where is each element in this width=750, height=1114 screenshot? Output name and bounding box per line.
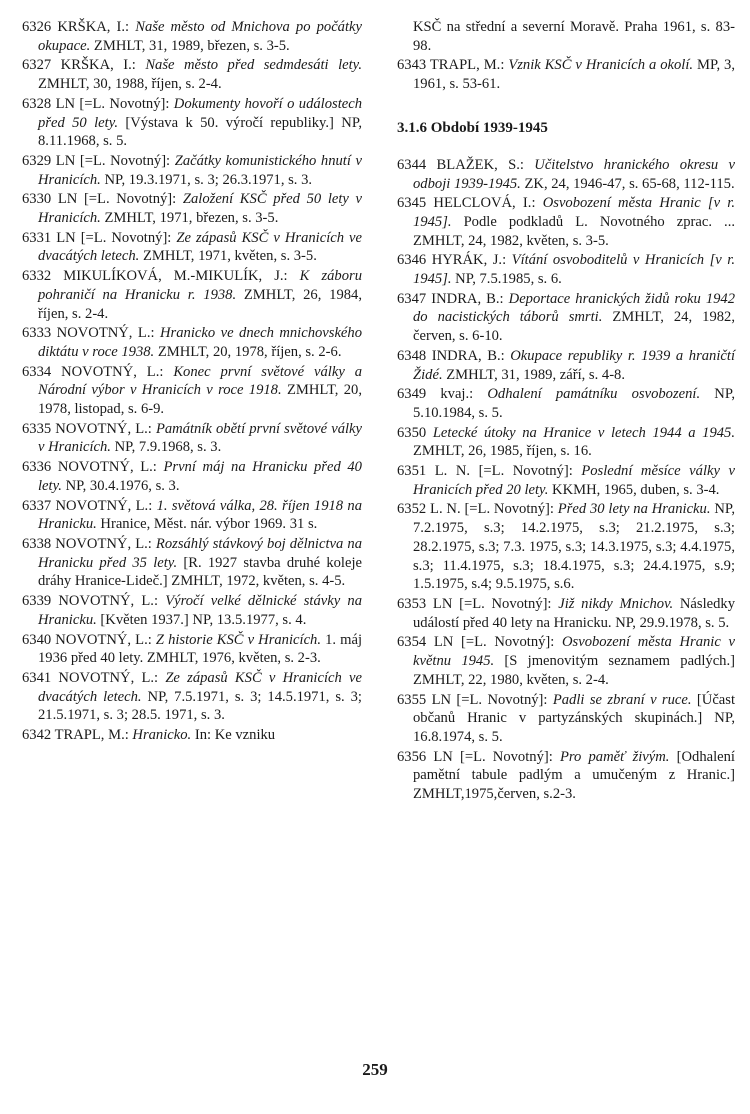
- entry-number: 6354: [397, 634, 427, 651]
- entry-source: ZMHLT, 1971, březen, s. 3-5.: [100, 210, 279, 227]
- entry-author: LN [=L. Novotný]:: [431, 691, 553, 708]
- bibliography-entry: [397, 56, 735, 93]
- entry-number: 6352: [397, 501, 427, 518]
- entry-title: Poslední měsíce války v Hranicích před 20 lety.: [413, 463, 735, 498]
- entry-source: ZMHLT, 24, 1982, červen, s. 6-10.: [413, 309, 735, 345]
- entry-author: KRŠKA, I.:: [57, 19, 136, 35]
- bibliography-entry: [22, 420, 362, 457]
- entry-title: Odhalení památníku osvobození.: [487, 386, 701, 403]
- bibliography-entry: [397, 385, 735, 422]
- entry-title: 1. světová válka, 28. říjen 1918 na Hranicku.: [38, 497, 362, 533]
- bibliography-entry: [397, 462, 735, 499]
- entry-source: ZMHLT, 31, 1989, září, s. 4-8.: [442, 366, 625, 383]
- bibliography-entry: [22, 497, 362, 534]
- entry-title: Učitelstvo hranického okresu v odboji 1939-1945.: [413, 156, 735, 192]
- bibliography-entry: [22, 190, 362, 227]
- continuation-text: KSČ na střední a severní Moravě. Praha 1961, s. 83-98.: [413, 19, 735, 54]
- entry-source: MP, 3, 1961, s. 53-61.: [413, 57, 735, 93]
- bibliography-entry: [397, 691, 735, 747]
- left-column: [22, 18, 362, 746]
- entry-author: LN [=L. Novotný]:: [57, 191, 183, 208]
- bibliography-entry: [22, 18, 362, 55]
- entry-source: ZMHLT, 26, 1984, říjen, s. 2-4.: [38, 286, 362, 322]
- entry-title: Ze zápasů KSČ v Hranicích ve dvacátých letech.: [38, 229, 363, 265]
- entry-title: Z historie KSČ v Hranicích.: [155, 631, 321, 648]
- entry-source: [Výstava k 50. výročí republiky.] NP, 8.11.1968, s. 5.: [38, 114, 362, 150]
- entry-source: KKMH, 1965, duben, s. 3-4.: [548, 481, 720, 498]
- entry-number: 6328: [22, 95, 52, 112]
- entry-source: NP, 7.5.1971, s. 3; 14.5.1971, s. 3; 21.5.1971, s. 3; 28.5. 1971, s. 3.: [38, 688, 362, 724]
- entry-source: ZK, 24, 1946-47, s. 65-68, 112-115.: [520, 175, 735, 192]
- entry-source: [S jmenovitým seznamem padlých.] ZMHLT, 22, 1980, květen, s. 2-4.: [413, 653, 735, 688]
- entry-number: 6351: [397, 463, 427, 480]
- bibliography-entry: [22, 631, 362, 668]
- entry-author: NOVOTNÝ, L.:: [55, 535, 156, 552]
- entry-author: BLAŽEK, S.:: [436, 156, 535, 173]
- entry-author: NOVOTNÝ, L.:: [56, 325, 161, 342]
- entry-number: 6331: [22, 229, 52, 246]
- entry-source: Hranice, Měst. nár. výbor 1969. 31 s.: [96, 516, 318, 533]
- entry-number: 6340: [22, 631, 52, 648]
- entry-number: 6343: [397, 57, 427, 74]
- entry-number: 6344: [397, 156, 427, 173]
- entry-source: NP, 7.2.1975, s.3; 14.2.1975, s.3; 21.2.1975, s.3; 28.2.1975, s.3; 7.3. 1975, s.3; 14.3.1975, s.3; 4.4.1975, s.3; 11.4.1975, s.3; 18.4.1975, s.3; 24.4.1975, s.9; 1.5.1975, s.4; 9.5.1975, s.6.: [413, 501, 736, 593]
- entry-number: 6334: [22, 363, 52, 380]
- entry-author: L. N. [=L. Novotný]:: [430, 501, 558, 518]
- entry-author: LN [=L. Novotný]:: [433, 748, 560, 765]
- entry-number: 6355: [397, 691, 427, 708]
- entry-source: [Účast občanů Hranic v partyzánských skupinách.] NP, 16.8.1974, s. 5.: [413, 691, 736, 745]
- entry-author: LN [=L. Novotný]:: [55, 95, 174, 112]
- entry-title: Osvobození města Hranic v květnu 1945.: [413, 634, 735, 670]
- entry-title: Ze zápasů KSČ v Hranicích ve dvacátých letech.: [38, 669, 362, 705]
- entry-source: 1. máj 1936 před 40 lety. ZMHLT, 1976, květen, s. 2-3.: [38, 631, 362, 667]
- entry-title: Hranicko.: [132, 727, 192, 744]
- entry-title: Založení KSČ před 50 lety v Hranicích.: [38, 191, 363, 227]
- bibliography-entry: [397, 595, 735, 632]
- entry-source: [Květen 1937.] NP, 13.5.1977, s. 4.: [96, 611, 307, 628]
- entry-source: NP, 7.5.1985, s. 6.: [451, 271, 562, 288]
- entry-author: NOVOTNÝ, L.:: [55, 497, 157, 514]
- bibliography-entry: [22, 363, 362, 419]
- entry-number: 6333: [22, 325, 52, 342]
- entry-source: NP, 7.9.1968, s. 3.: [110, 439, 222, 456]
- entry-title: Vznik KSČ v Hranicích a okolí.: [508, 57, 694, 74]
- entry-author: INDRA, B.:: [431, 347, 511, 364]
- entry-author: NOVOTNÝ, L.:: [58, 593, 166, 610]
- entry-title: Již nikdy Mnichov.: [558, 595, 674, 612]
- entry-source: NP, 19.3.1971, s. 3; 26.3.1971, s. 3.: [100, 171, 313, 188]
- entry-number: 6326: [22, 19, 52, 35]
- entry-author: NOVOTNÝ, L.:: [58, 669, 166, 686]
- entry-number: 6337: [22, 497, 52, 514]
- entry-author: MIKULÍKOVÁ, M.-MIKULÍK, J.:: [63, 268, 300, 285]
- entry-title: K záboru pohraničí na Hranicku r. 1938.: [38, 268, 362, 303]
- entry-number: 6342: [22, 727, 52, 744]
- entry-author: NOVOTNÝ, L.:: [55, 631, 156, 648]
- bibliography-entry: [397, 194, 735, 250]
- entry-source: NP, 5.10.1984, s. 5.: [413, 386, 735, 421]
- entry-source: ZMHLT, 31, 1989, březen, s. 3-5.: [90, 37, 290, 54]
- entry-number: 6347: [397, 290, 427, 307]
- entry-title: Okupace republiky r. 1939 a hraničtí Židé.: [413, 347, 735, 383]
- entry-number: 6339: [22, 593, 52, 610]
- section-heading: 3.1.6 Období 1939-1945: [397, 119, 548, 136]
- entry-number: 6329: [22, 152, 52, 169]
- bibliography-entry: [22, 229, 362, 266]
- entry-author: kvaj.:: [440, 386, 488, 403]
- entry-title: Konec první světové války a Národní výbor v Hranicích v roce 1918.: [38, 363, 363, 399]
- bibliography-entry: [397, 424, 735, 461]
- entry-title: Naše město od Mnichova po počátky okupace.: [38, 19, 362, 54]
- entry-author: INDRA, B.:: [431, 290, 509, 307]
- bibliography-entry: [22, 324, 362, 361]
- entry-author: TRAPL, M.:: [54, 727, 133, 744]
- bibliography-entry: [397, 347, 735, 384]
- bibliography-entry: [397, 633, 735, 689]
- entry-author: NOVOTNÝ, L.:: [57, 459, 164, 476]
- entry-author: NOVOTNÝ, L.:: [55, 420, 156, 437]
- entries-after-section: [397, 156, 735, 804]
- right-column: [397, 18, 735, 805]
- entry-title: Před 30 lety na Hranicku.: [557, 501, 711, 518]
- entry-source: ZMHLT, 1971, květen, s. 3-5.: [139, 248, 317, 265]
- entry-title: Pro paměť živým.: [559, 748, 670, 765]
- bibliography-entry: [22, 267, 362, 323]
- bibliography-entry: [397, 251, 735, 288]
- bibliography-entry: [22, 535, 362, 591]
- entry-number: 6332: [22, 268, 52, 285]
- entry-title: Dokumenty hovoří o událostech před 50 lety.: [38, 95, 363, 131]
- bibliography-entry: [397, 290, 735, 346]
- entry-number: 6336: [22, 459, 52, 476]
- entry-number: 6341: [22, 669, 52, 686]
- bibliography-entry: [397, 500, 735, 594]
- entry-author: LN [=L. Novotný]:: [433, 634, 562, 651]
- entry-title: Osvobození města Hranic [v r. 1945].: [413, 195, 735, 230]
- bibliography-entry: [22, 95, 362, 151]
- entry-source: Následky událostí před 40 lety na Hranicku. NP, 29.9.1978, s. 5.: [413, 595, 735, 631]
- entry-title: Hranicko ve dnech mnichovského diktátu v roce 1938.: [38, 325, 362, 360]
- entry-source: Podle podkladů L. Novotného zprac. ... ZMHLT, 24, 1982, květen, s. 3-5.: [413, 213, 735, 249]
- entry-title: Rozsáhlý stávkový boj dělnictva na Hranicku před 35 lety.: [38, 535, 362, 571]
- entry-number: 6356: [397, 748, 427, 765]
- entry-title: Naše město před sedmdesáti lety.: [145, 57, 362, 74]
- entry-author: LN [=L. Novotný]:: [56, 229, 177, 246]
- entry-number: 6353: [397, 595, 427, 612]
- entry-number: 6345: [397, 195, 427, 212]
- entry-title: Deportace hranických židů roku 1942 do nacistických táborů smrti.: [413, 290, 736, 326]
- entry-author: L. N. [=L. Novotný]:: [434, 463, 582, 480]
- bibliography-entry: [397, 156, 735, 193]
- bibliography-entry: [22, 56, 362, 93]
- entry-source: [Odhalení pamětní tabule padlým a umučeným z Hranic.] ZMHLT,1975,červen, s.2-3.: [413, 748, 735, 803]
- bibliography-entry: [22, 592, 362, 629]
- entry-source: In: Ke vzniku: [191, 727, 276, 744]
- entry-source: ZMHLT, 30, 1988, říjen, s. 2-4.: [38, 76, 222, 93]
- entry-author: HELCLOVÁ, I.:: [433, 195, 543, 212]
- entry-author: NOVOTNÝ, L.:: [61, 363, 174, 380]
- entry-author: HYRÁK, J.:: [431, 252, 512, 269]
- entry-author: TRAPL, M.:: [429, 57, 509, 74]
- entry-source: NP, 30.4.1976, s. 3.: [61, 477, 180, 494]
- bibliography-entry: [22, 669, 362, 725]
- entry-title: Vítání osvoboditelů v Hranicích [v r. 1945].: [413, 252, 735, 288]
- entry-number: 6335: [22, 420, 52, 437]
- entry-number: 6327: [22, 57, 52, 74]
- entry-number: 6350: [397, 424, 427, 441]
- entry-title: Památník obětí první světové války v Hranicích.: [38, 420, 363, 456]
- entry-number: 6349: [397, 386, 427, 403]
- bibliography-entry: [397, 748, 735, 804]
- bibliography-entry: [22, 726, 362, 745]
- bibliography-entry: [22, 458, 362, 495]
- entry-source: ZMHLT, 20, 1978, říjen, s. 2-6.: [154, 343, 342, 360]
- entry-number: 6348: [397, 347, 427, 364]
- entry-author: LN [=L. Novotný]:: [432, 595, 559, 612]
- entry-title: První máj na Hranicku před 40 lety.: [38, 459, 362, 494]
- entry-title: Letecké útoky na Hranice v letech 1944 a 1945.: [432, 424, 735, 441]
- entry-author: KRŠKA, I.:: [60, 57, 146, 74]
- entry-author: LN [=L. Novotný]:: [55, 152, 175, 169]
- page-number: 259: [362, 1060, 388, 1079]
- entry-number: 6330: [22, 191, 52, 208]
- entry-source: [R. 1927 stavba druhé koleje dráhy Hranice-Lideč.] ZMHLT, 1972, květen, s. 4-5.: [38, 554, 362, 590]
- bibliography-entry: [22, 152, 362, 189]
- entries-before-section: [397, 56, 735, 93]
- entry-source: ZMHLT, 20, 1978, listopad, s. 6-9.: [38, 382, 362, 418]
- entry-continuation: [397, 18, 735, 55]
- entry-title: Výročí velké dělnické stávky na Hranicku.: [38, 593, 362, 628]
- entry-source: ZMHLT, 26, 1985, říjen, s. 16.: [413, 443, 592, 460]
- entry-number: 6346: [397, 252, 427, 269]
- entry-number: 6338: [22, 535, 52, 552]
- entry-title: Padli se zbraní v ruce.: [552, 691, 692, 708]
- entry-title: Začátky komunistického hnutí v Hranicích.: [38, 152, 362, 188]
